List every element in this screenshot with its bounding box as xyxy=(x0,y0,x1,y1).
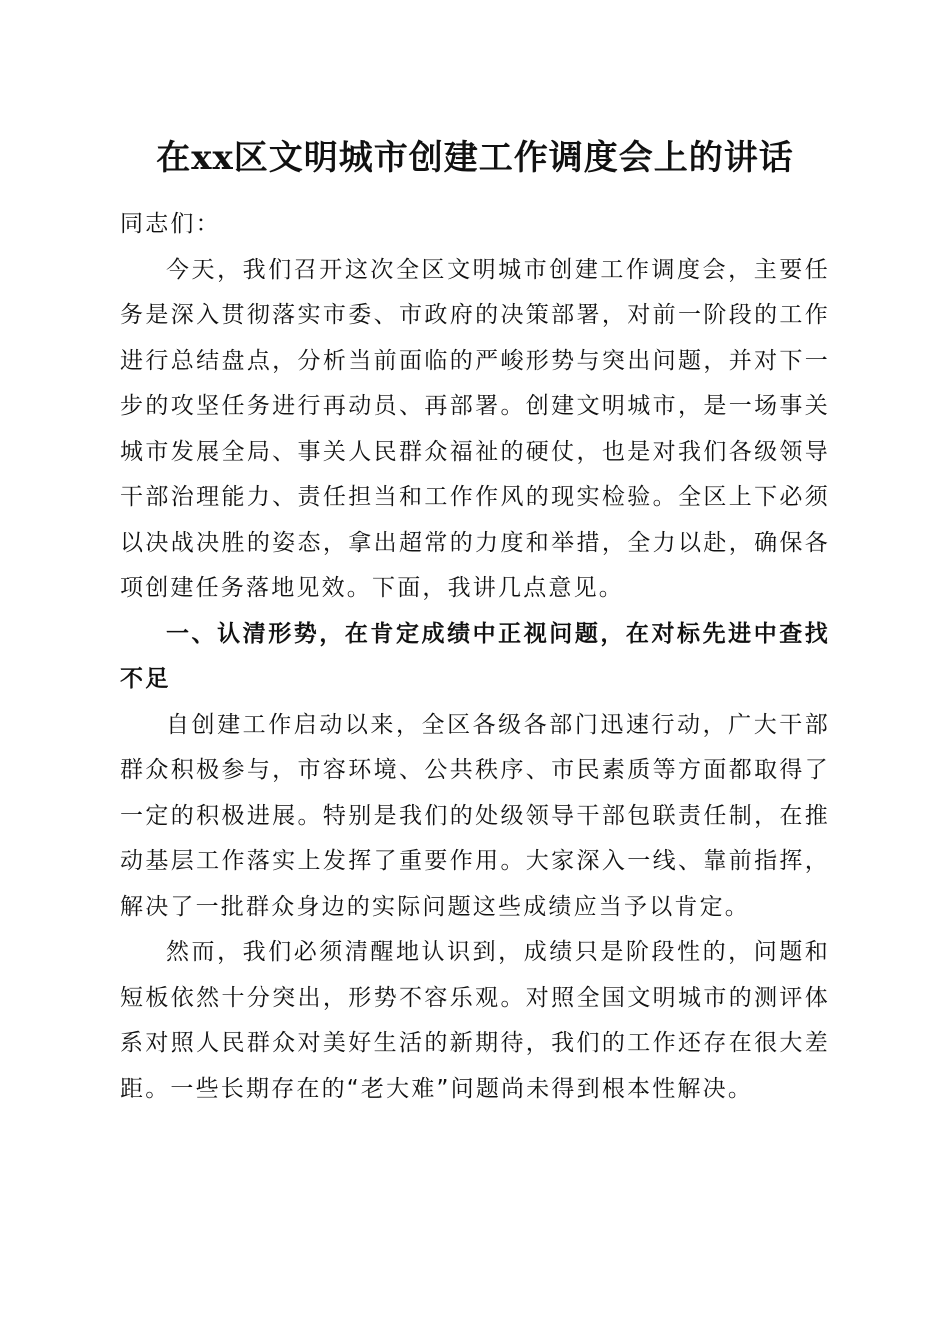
section-1-heading: 一、认清形势，在肯定成绩中正视问题，在对标先进中查找不足 xyxy=(120,620,830,692)
section-1-paragraph-2: 然而，我们必须清醒地认识到，成绩只是阶段性的，问题和短板依然十分突出，形势不容乐观。对照全国文明城市的测评体系对照人民群众对美好生活的新期待，我们的工作还存在很大差距。一些长期存在的“老大难”问题尚未得到根本性解决。 xyxy=(120,939,830,1102)
document-title: 在xx区文明城市创建工作调度会上的讲话 xyxy=(156,138,794,178)
section-1-paragraph-1: 自创建工作启动以来，全区各级各部门迅速行动，广大干部群众积极参与，市容环境、公共秩序、市民素质等方面都取得了一定的积极进展。特别是我们的处级领导干部包联责任制，在推动基层工作落实上发挥了重要作用。大家深入一线、靠前指挥，解决了一批群众身边的实际问题这些成绩应当予以肯定。 xyxy=(120,711,830,920)
salutation: 同志们： xyxy=(120,211,221,237)
document-body xyxy=(120,202,830,1112)
intro-paragraph: 今天，我们召开这次全区文明城市创建工作调度会，主要任务是深入贯彻落实市委、市政府的决策部署，对前一阶段的工作进行总结盘点，分析当前面临的严峻形势与突出问题，并对下一步的攻坚任务进行再动员、再部署。创建文明城市，是一场事关城市发展全局、事关人民群众福祉的硬仗，也是对我们各级领导干部治理能力、责任担当和工作作风的现实检验。全区上下必须以决战决胜的姿态，拿出超常的力度和举措，全力以赴，确保各项创建任务落地见效。下面，我讲几点意见。 xyxy=(120,256,830,601)
